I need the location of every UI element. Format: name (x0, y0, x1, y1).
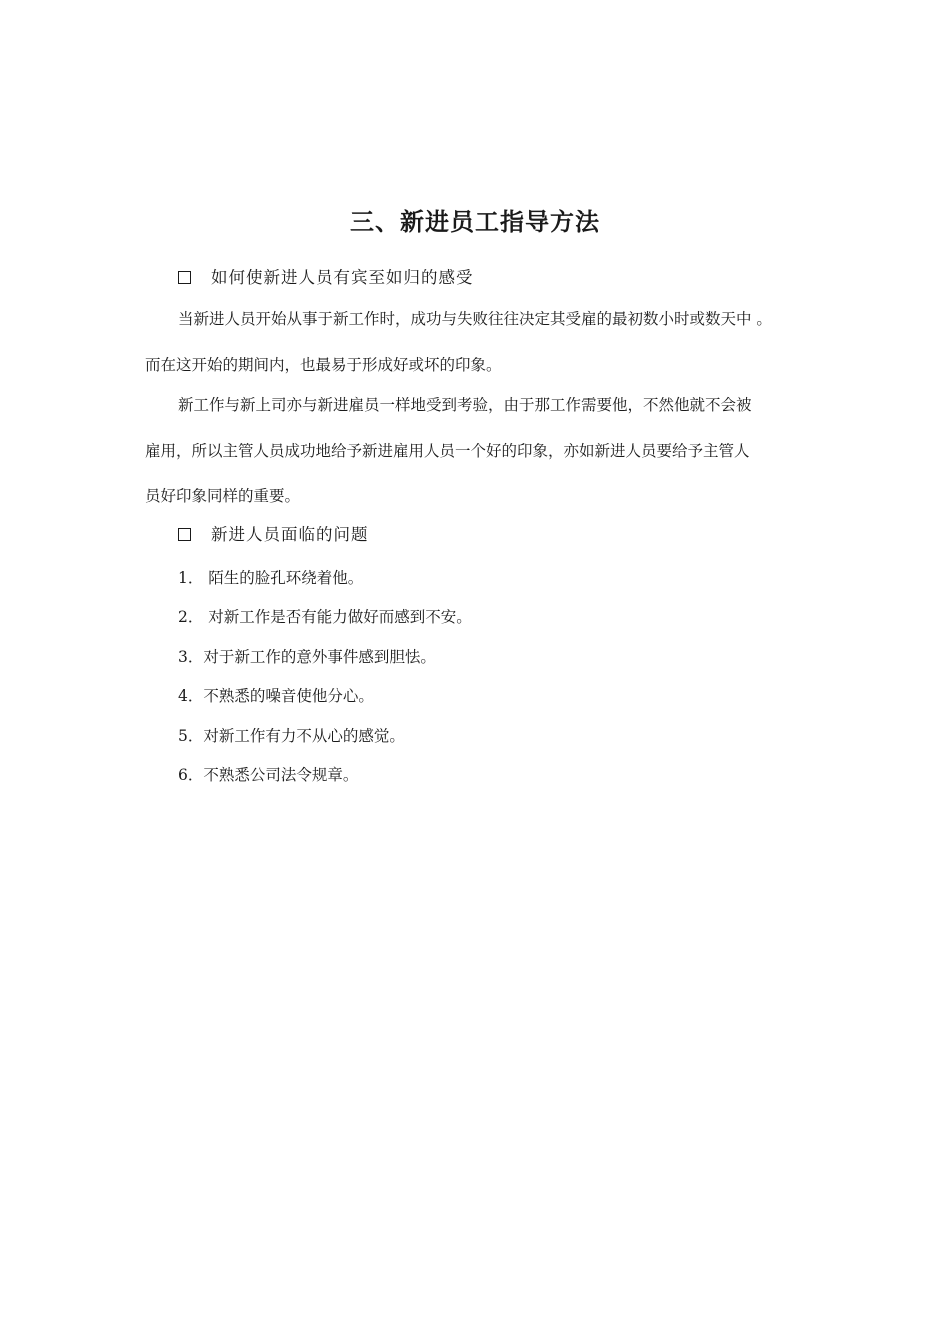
list-item: 6．不熟悉公司法令规章。 (178, 766, 359, 784)
paragraph-line: 员好印象同样的重要。 (145, 487, 301, 505)
paragraph-line: 而在这开始的期间内，也最易于形成好或坏的印象。 (145, 356, 502, 374)
list-item: 3．对于新工作的意外事件感到胆怯。 (178, 648, 436, 666)
list-item: 1． 陌生的脸孔环绕着他。 (178, 569, 364, 587)
list-item: 5．对新工作有力不从心的感觉。 (178, 727, 405, 745)
paragraph-line: 当新进人员开始从事于新工作时，成功与失败往往决定其受雇的最初数小时或数天中 。 (178, 310, 772, 328)
paragraph-line: 雇用，所以主管人员成功地给予新进雇用人员一个好的印象，亦如新进人员要给予主管人 (145, 442, 750, 460)
paragraph-line: 新工作与新上司亦与新进雇员一样地受到考验，由于那工作需要他，不然他就不会被 (178, 396, 752, 414)
section-heading-problems (178, 524, 369, 546)
list-item: 2． 对新工作是否有能力做好而感到不安。 (178, 608, 472, 626)
section-heading-welcome (178, 267, 474, 289)
checkbox-square-icon (178, 528, 191, 541)
checkbox-square-icon (178, 271, 191, 284)
list-item: 4．不熟悉的噪音使他分心。 (178, 687, 374, 705)
page-title: 三、新进员工指导方法 (350, 208, 600, 236)
section-heading-text: 新进人员面临的问题 (211, 525, 369, 544)
section-heading-text: 如何使新进人员有宾至如归的感受 (211, 268, 474, 287)
